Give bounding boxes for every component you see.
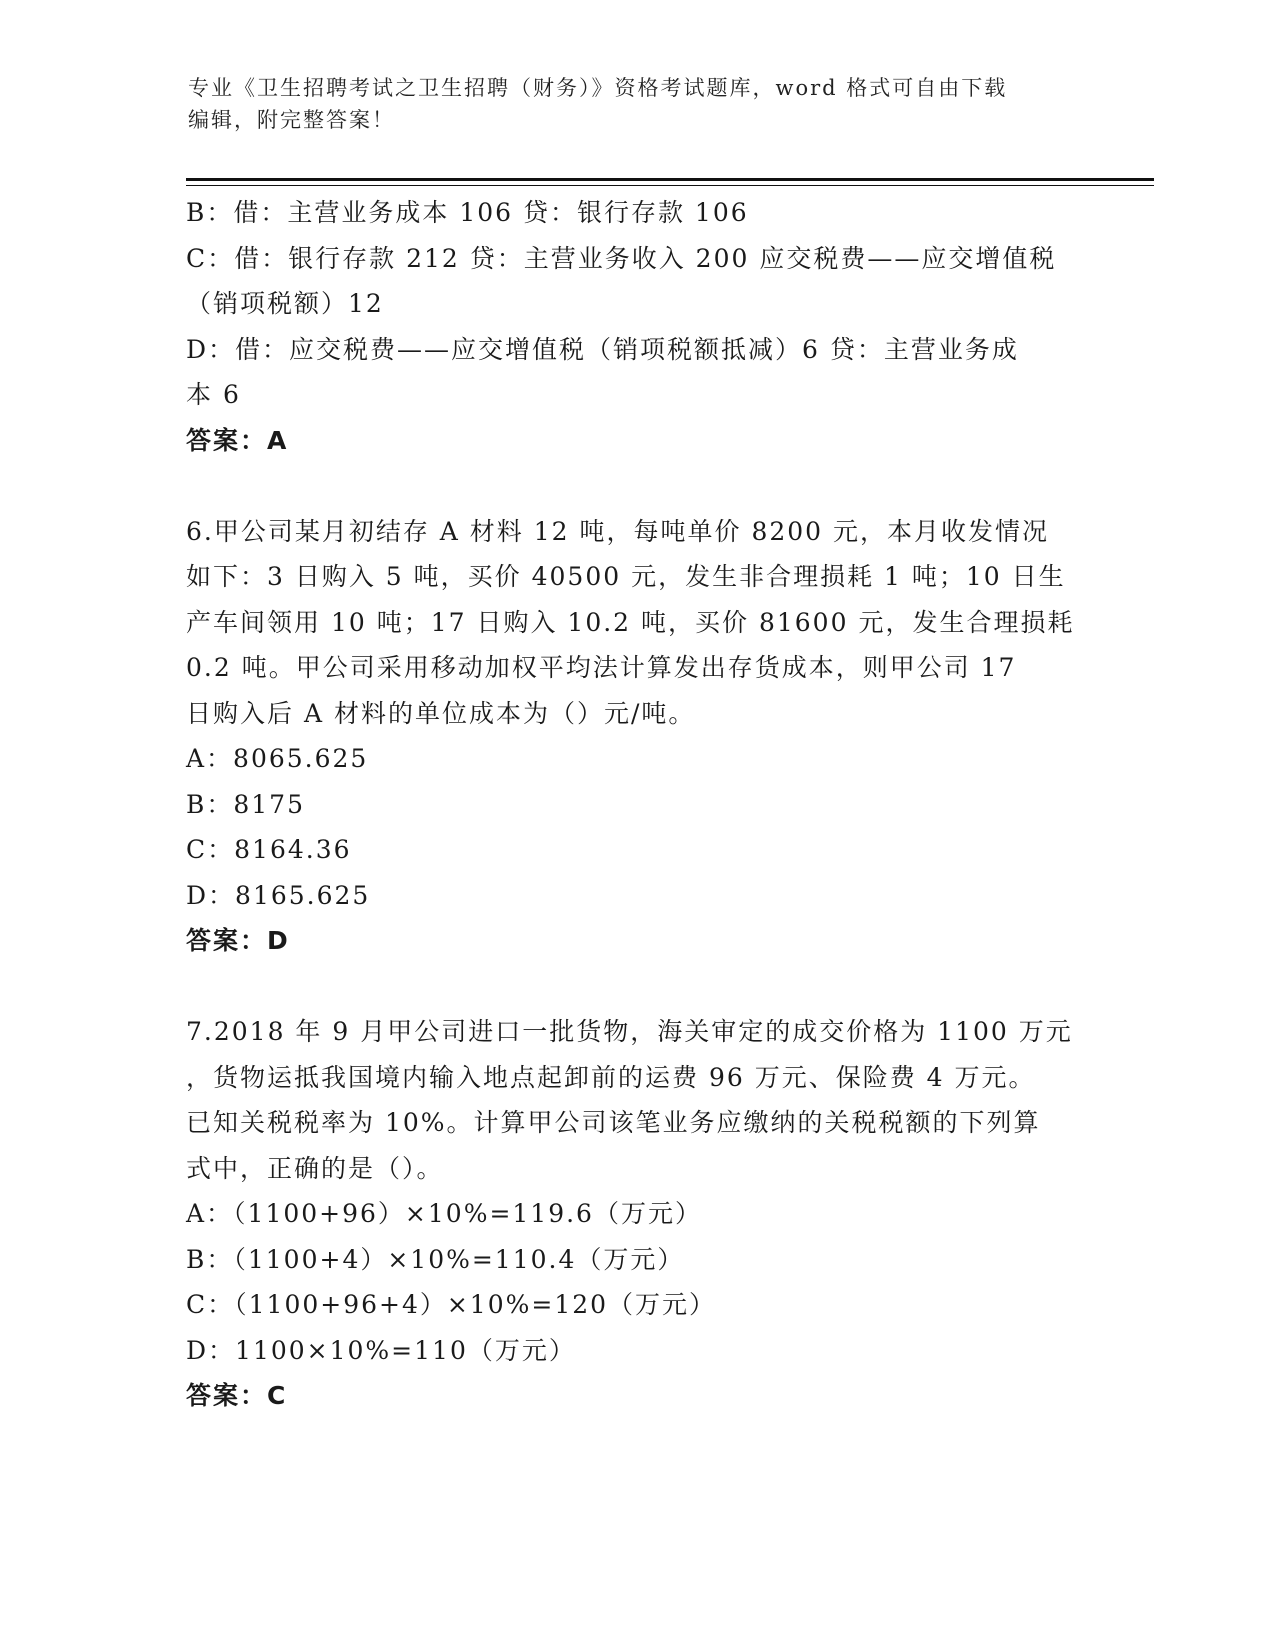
q5-option-b: B：借：主营业务成本 106 贷：银行存款 106	[186, 198, 749, 227]
header-divider-thick	[186, 178, 1154, 181]
q5-answer: 答案：A	[186, 425, 289, 455]
header-divider-thin	[186, 185, 1154, 186]
q6-answer: 答案：D	[186, 926, 290, 955]
q7-stem-line-2: ，货物运抵我国境内输入地点起卸前的运费 96 万元、保险费 4 万元。	[186, 1062, 1036, 1092]
document-body	[186, 190, 1086, 1419]
q6-stem-line-3: 产车间领用 10 吨；17 日购入 10.2 吨，买价 81600 元，发生合理损耗	[186, 607, 1075, 637]
q5-option-d-line-2: 本 6	[186, 380, 241, 409]
q5-option-d-line-1: D：借：应交税费——应交增值税（销项税额抵减）6 贷：主营业务成	[186, 334, 1019, 364]
question-7	[186, 1009, 1086, 1419]
q6-option-d: D：8165.625	[186, 880, 371, 910]
q5-option-c-line-2: （销项税额）12	[186, 289, 384, 318]
q6-option-c: C：8164.36	[186, 835, 352, 864]
q6-stem-line-1: 6.甲公司某月初结存 A 材料 12 吨，每吨单价 8200 元，本月收发情况	[186, 516, 1050, 546]
question-6	[186, 509, 1086, 964]
spacer	[186, 964, 1086, 1010]
spacer	[186, 463, 1086, 509]
q7-stem-line-4: 式中，正确的是（）。	[186, 1153, 444, 1183]
q7-option-a: A：（1100+96）×10%=119.6（万元）	[186, 1199, 702, 1228]
header-line-1: 专业《卫生招聘考试之卫生招聘（财务）》资格考试题库，word 格式可自由下载	[188, 76, 1008, 100]
q7-option-d: D：1100×10%=110（万元）	[186, 1335, 576, 1365]
q6-option-b: B：8175	[186, 789, 305, 819]
question-5-tail	[186, 190, 1086, 463]
q6-stem-line-5: 日购入后 A 材料的单位成本为（）元/吨。	[186, 698, 696, 728]
q6-option-a: A：8065.625	[186, 744, 369, 773]
q7-option-b: B：（1100+4）×10%=110.4（万元）	[186, 1244, 685, 1274]
q7-stem-line-1: 7.2018 年 9 月甲公司进口一批货物，海关审定的成交价格为 1100 万元	[186, 1017, 1073, 1046]
q6-stem-line-2: 如下：3 日购入 5 吨，买价 40500 元，发生非合理损耗 1 吨；10 日生	[186, 562, 1066, 591]
q7-option-c: C：（1100+96+4）×10%=120（万元）	[186, 1290, 717, 1319]
q6-stem-line-4: 0.2 吨。甲公司采用移动加权平均法计算发出存货成本，则甲公司 17	[186, 653, 1017, 682]
q7-answer: 答案：C	[186, 1381, 288, 1410]
document-header	[188, 72, 1088, 136]
q7-stem-line-3: 已知关税税率为 10%。计算甲公司该笔业务应缴纳的关税税额的下列算	[186, 1108, 1041, 1137]
header-line-2: 编辑，附完整答案！	[188, 108, 395, 132]
q5-option-c-line-1: C：借：银行存款 212 贷：主营业务收入 200 应交税费——应交增值税	[186, 243, 1057, 273]
